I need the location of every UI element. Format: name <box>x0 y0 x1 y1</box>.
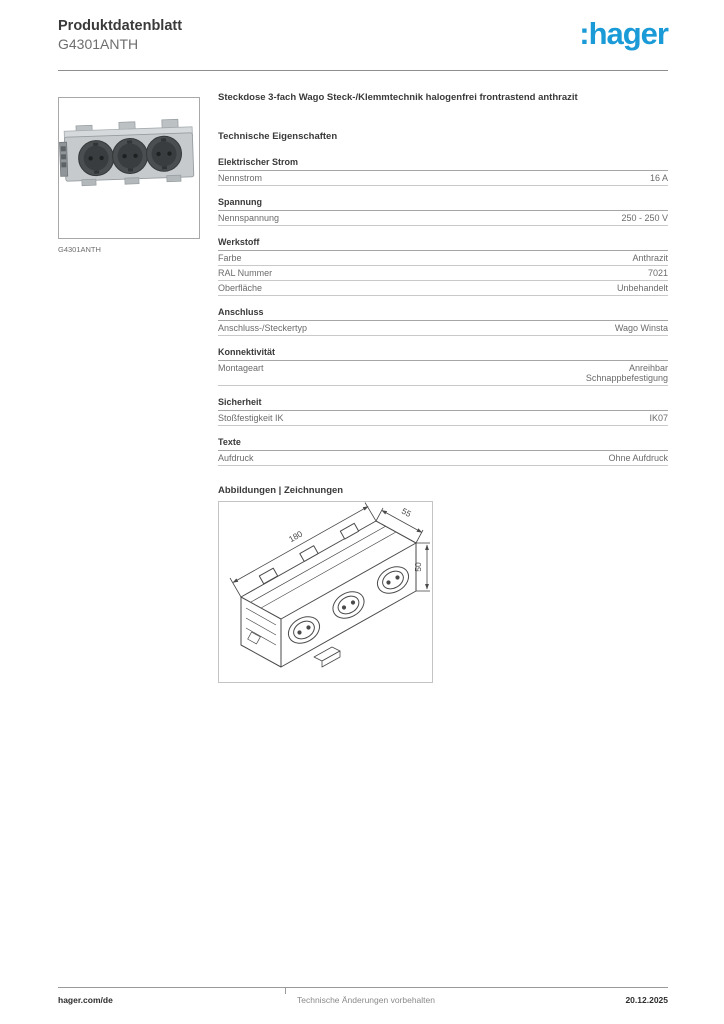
spec-label: Stoßfestigkeit IK <box>218 413 284 423</box>
spec-value-line: Wago Winsta <box>614 323 668 333</box>
document-title: Produktdatenblatt <box>58 18 183 34</box>
spec-value <box>632 253 668 263</box>
dim-length-label: 180 <box>286 528 305 545</box>
spec-section-heading: Spannung <box>218 197 668 211</box>
page-header <box>58 17 668 53</box>
spec-value-line: 7021 <box>647 268 668 278</box>
tech-properties-heading: Technische Eigenschaften <box>218 131 338 142</box>
drawings-heading: Abbildungen | Zeichnungen <box>218 485 344 496</box>
isometric-drawing <box>219 502 432 682</box>
photo-caption: G4301ANTH <box>58 245 101 254</box>
spec-section-heading: Sicherheit <box>218 397 668 411</box>
footer-divider <box>58 987 668 988</box>
header-divider <box>58 70 668 71</box>
spec-label: Montageart <box>218 363 264 373</box>
spec-section <box>218 157 668 186</box>
spec-label: Oberfläche <box>218 283 263 293</box>
spec-label: Farbe <box>218 253 242 263</box>
spec-label: Anschluss-/Steckertyp <box>218 323 308 333</box>
spec-value <box>608 453 668 463</box>
spec-value-line: Anreihbar <box>628 363 668 373</box>
spec-value-line: Anthrazit <box>632 253 668 263</box>
spec-section <box>218 197 668 226</box>
spec-row <box>218 211 668 226</box>
spec-value-line: Unbehandelt <box>616 283 668 293</box>
spec-row <box>218 411 668 426</box>
spec-value-line: Ohne Aufdruck <box>608 453 668 463</box>
hager-logo: :hager <box>579 16 668 51</box>
spec-section-heading: Werkstoff <box>218 237 668 251</box>
footer-date: 20.12.2025 <box>625 995 668 1005</box>
main-content <box>218 92 668 683</box>
spec-label: Nennspannung <box>218 213 280 223</box>
socket-module-photo <box>59 98 199 238</box>
spec-value-line: 16 A <box>649 173 668 183</box>
spec-section-heading: Texte <box>218 437 668 451</box>
spec-section <box>218 397 668 426</box>
spec-row <box>218 321 668 336</box>
spec-row <box>218 361 668 386</box>
spec-value-line: IK07 <box>649 413 668 423</box>
spec-row <box>218 281 668 296</box>
footer-notice: Technische Änderungen vorbehalten <box>297 995 435 1005</box>
spec-section-heading: Konnektivität <box>218 347 668 361</box>
spec-value <box>617 283 668 293</box>
product-id: G4301ANTH <box>58 36 139 52</box>
spec-row <box>218 171 668 186</box>
spec-section <box>218 437 668 466</box>
spec-label: Nennstrom <box>218 173 263 183</box>
spec-row <box>218 451 668 466</box>
spec-value-line: Schnappbefestigung <box>585 373 668 383</box>
dim-depth-label: 55 <box>399 505 414 520</box>
product-photo <box>58 97 200 239</box>
spec-section <box>218 307 668 336</box>
technical-drawing <box>218 501 433 683</box>
spec-label: Aufdruck <box>218 453 254 463</box>
spec-value <box>650 173 668 183</box>
spec-section-heading: Elektrischer Strom <box>218 157 668 171</box>
spec-value <box>586 363 668 383</box>
spec-value <box>649 413 668 423</box>
spec-value-line: 250 - 250 V <box>621 213 668 223</box>
spec-label: RAL Nummer <box>218 268 273 278</box>
spec-section <box>218 347 668 386</box>
spec-section-heading: Anschluss <box>218 307 668 321</box>
spec-row <box>218 251 668 266</box>
spec-value <box>621 213 668 223</box>
footer-tick <box>285 987 286 994</box>
footer-website[interactable]: hager.com/de <box>58 995 113 1005</box>
dim-height-label: 50 <box>413 562 423 572</box>
spec-row <box>218 266 668 281</box>
spec-section <box>218 237 668 296</box>
product-title: Steckdose 3-fach Wago Steck-/Klemmtechnik halogenfrei frontrastend anthrazit <box>218 92 578 103</box>
spec-value <box>648 268 668 278</box>
spec-sections <box>218 157 668 466</box>
spec-value <box>615 323 668 333</box>
